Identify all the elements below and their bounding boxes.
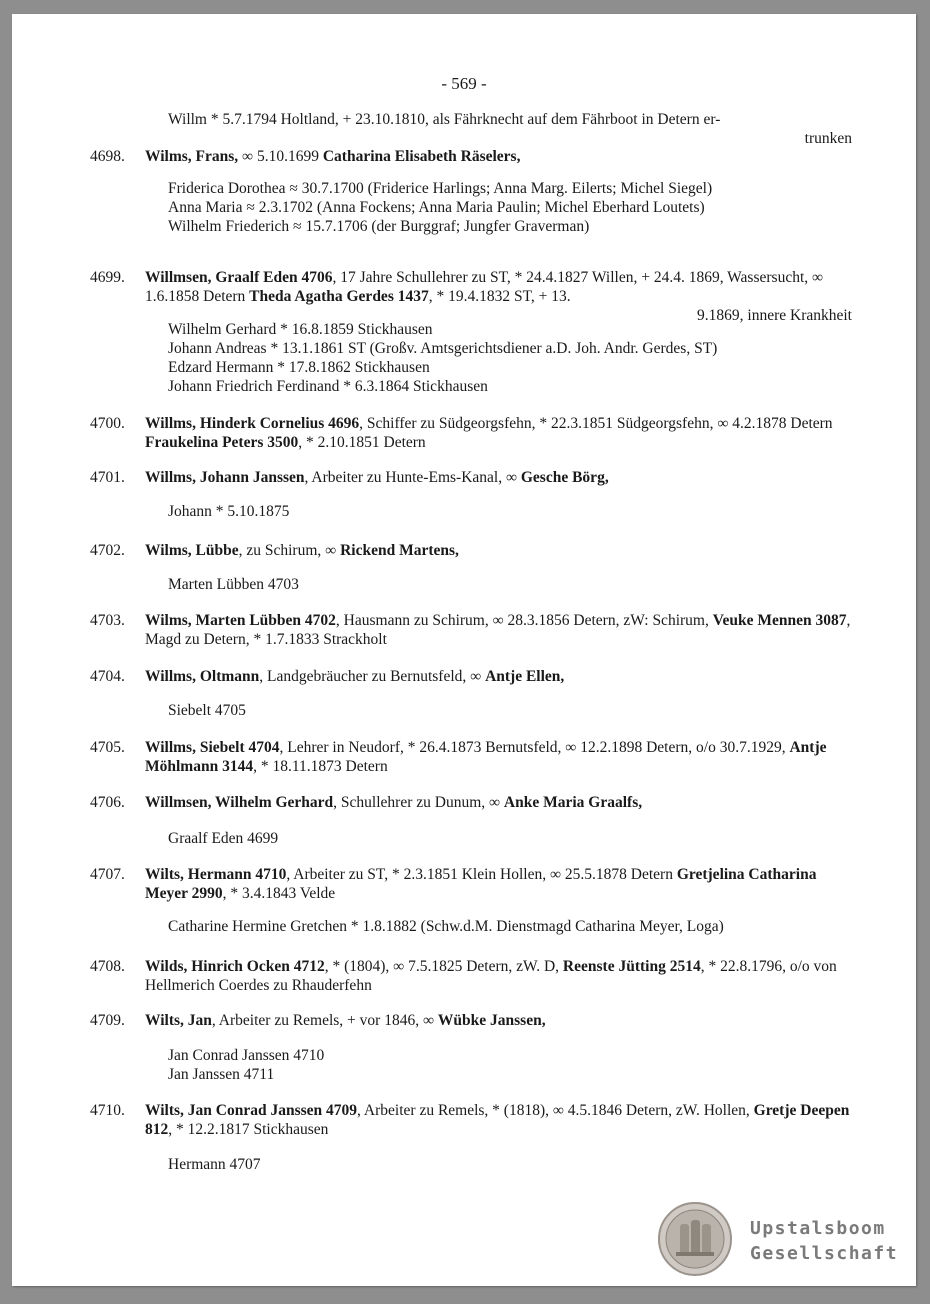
entry-text [145,1101,852,1139]
children-list [168,575,856,594]
entry-details-cont: , * 3.4.1843 Velde [222,885,336,902]
entry-details-cont: , * 18.11.1873 Detern [253,758,388,775]
entry-text [145,414,852,452]
person-name: Wilts, Jan [145,1012,212,1029]
spouse-name: Theda Agatha Gerdes 1437 [249,288,429,305]
entry-details: , 17 Jahre Schullehrer zu ST, * 24.4.1827 Willen, + 24.4. 1869, Wassersucht, ∞ 1.6.1858 Detern [145,269,824,305]
spouse-name: Rickend Martens, [340,542,459,559]
children-list [168,1046,856,1084]
person-name: Wilms, Marten Lübben 4702 [145,612,336,629]
entry-details: , Arbeiter zu Remels, + vor 1846, ∞ [211,1012,438,1029]
children-list [168,829,856,848]
person-name: Willmsen, Graalf Eden 4706 [145,269,333,286]
entry-text [145,667,852,686]
child-item: Marten Lübben 4703 [168,576,299,593]
entry-number: 4707. [90,866,125,883]
child-item: Hermann 4707 [168,1156,261,1173]
entry-number: 4701. [90,469,125,486]
entry-details: , Arbeiter zu Remels, * (1818), ∞ 4.5.1846 Detern, zW. Hollen, [357,1102,754,1119]
society-brand [750,1216,898,1266]
entry-details-cont: , * 2.10.1851 Detern [298,434,426,451]
entry-text [145,957,852,995]
entry-details: , Arbeiter zu ST, * 2.3.1851 Klein Hollen, ∞ 25.5.1878 Detern [286,866,677,883]
page-number: - 569 - [441,74,487,93]
entry-text [145,865,852,903]
person-name: Wilds, Hinrich Ocken 4712 [145,958,325,975]
person-name: Wilms, Frans, [145,148,239,165]
child-item: Wilhelm Friederich ≈ 15.7.1706 (der Burggraf; Jungfer Graverman) [168,218,590,235]
entry-number: 4709. [90,1012,125,1029]
spouse-name: Fraukelina Peters 3500 [145,434,299,451]
entry-text [145,268,852,325]
person-name: Willms, Oltmann [145,668,260,685]
spouse-name: Veuke Mennen 3087 [712,612,847,629]
spouse-name: Reenste Jütting 2514 [562,958,701,975]
entry-details: , * (1804), ∞ 7.5.1825 Detern, zW. D, [324,958,563,975]
entry-details: , Arbeiter zu Hunte-Ems-Kanal, ∞ [304,469,521,486]
entry-details: , Lehrer in Neudorf, * 26.4.1873 Bernutsfeld, ∞ 12.2.1898 Detern, o/o 30.7.1929, [279,739,790,756]
child-item: Friderica Dorothea ≈ 30.7.1700 (Friderice Harlings; Anna Marg. Eilerts; Michel Siegel) [168,180,713,197]
entry-details: , zu Schirum, ∞ [238,542,341,559]
entry-number: 4702. [90,542,125,559]
entry-details: , Hausmann zu Schirum, ∞ 28.3.1856 Detern, zW: Schirum, [335,612,713,629]
children-list [168,179,856,236]
entry-number: 4703. [90,612,125,629]
child-item: Wilhelm Gerhard * 16.8.1859 Stickhausen [168,321,433,338]
entry-details: ∞ 5.10.1699 [238,148,323,165]
society-seal-icon [658,1202,732,1276]
entry-details: , Landgebräucher zu Bernutsfeld, ∞ [259,668,486,685]
person-name: Willms, Hinderk Cornelius 4696 [145,415,360,432]
spouse-name: Anke Maria Graalfs, [503,794,643,811]
child-item: Jan Janssen 4711 [168,1066,275,1083]
entry-text [145,738,852,776]
child-item: Siebelt 4705 [168,702,246,719]
brand-line-2: Gesellschaft [750,1243,899,1264]
entry-details-cont: , * 12.2.1817 Stickhausen [168,1121,329,1138]
entry-details-tail: 9.1869, innere Krankheit [697,307,852,324]
children-list [168,320,856,396]
entry-number: 4708. [90,958,125,975]
person-name: Wilms, Lübbe [145,542,239,559]
child-item: Catharine Hermine Gretchen * 1.8.1882 (Schw.d.M. Dienstmagd Catharina Meyer, Loga) [168,918,724,935]
intro-line-tail: trunken [804,130,852,147]
entry-text [145,793,852,812]
spouse-name: Antje Ellen, [485,668,565,685]
child-item: Graalf Eden 4699 [168,830,279,847]
entry-details: , Schiffer zu Südgeorgsfehn, * 22.3.1851 Südgeorgsfehn, ∞ 4.2.1878 Detern [359,415,833,432]
person-name: Wilts, Hermann 4710 [145,866,287,883]
entry-text [145,468,852,487]
spouse-name: Gesche Börg, [520,469,609,486]
children-list [168,917,856,936]
person-name: Willms, Johann Janssen [145,469,305,486]
child-item: Edzard Hermann * 17.8.1862 Stickhausen [168,359,430,376]
document-page [12,14,916,1286]
entry-number: 4706. [90,794,125,811]
spouse-name: Antje Möhlmann 3144 [145,739,827,775]
person-name: Wilts, Jan Conrad Janssen 4709 [145,1102,358,1119]
spouse-name: Gretjelina Catharina Meyer 2990 [145,866,817,902]
entry-number: 4699. [90,269,125,286]
spouse-name: Wübke Janssen, [437,1012,546,1029]
entry-text [145,1011,852,1030]
entry-details-cont: , * 19.4.1832 ST, + 13. [428,288,571,305]
entry-details: , Schullehrer zu Dunum, ∞ [333,794,504,811]
children-list [168,701,856,720]
child-item: Jan Conrad Janssen 4710 [168,1047,325,1064]
intro-line: Willm * 5.7.1794 Holtland, + 23.10.1810, als Fährknecht auf dem Fährboot in Detern er- [168,111,721,128]
entry-text [145,541,852,560]
person-name: Willmsen, Wilhelm Gerhard [145,794,334,811]
child-item: Johann Andreas * 13.1.1861 ST (Großv. Amtsgerichtsdiener a.D. Joh. Andr. Gerdes, ST) [168,340,718,357]
child-item: Anna Maria ≈ 2.3.1702 (Anna Fockens; Anna Maria Paulin; Michel Eberhard Loutets) [168,199,705,216]
entry-number: 4705. [90,739,125,756]
child-item: Johann * 5.10.1875 [168,503,290,520]
entry-text [145,147,852,166]
entry-details-cont: , * 22.8.1796, o/o von Hellmerich Coerdes zu Rhauderfehn [145,958,837,994]
brand-line-1: Upstalsboom [750,1218,886,1239]
child-item: Johann Friedrich Ferdinand * 6.3.1864 Stickhausen [168,378,488,395]
spouse-name: Catharina Elisabeth Räselers, [322,148,521,165]
spouse-name: Gretje Deepen 812 [145,1102,850,1138]
entry-details-cont: , Magd zu Detern, * 1.7.1833 Strackholt [145,612,851,648]
entry-number: 4704. [90,668,125,685]
children-list [168,1155,856,1174]
children-list [168,502,856,521]
entry-number: 4710. [90,1102,125,1119]
entry-number: 4700. [90,415,125,432]
entry-text [145,611,852,649]
person-name: Willms, Siebelt 4704 [145,739,280,756]
entry-number: 4698. [90,148,125,165]
